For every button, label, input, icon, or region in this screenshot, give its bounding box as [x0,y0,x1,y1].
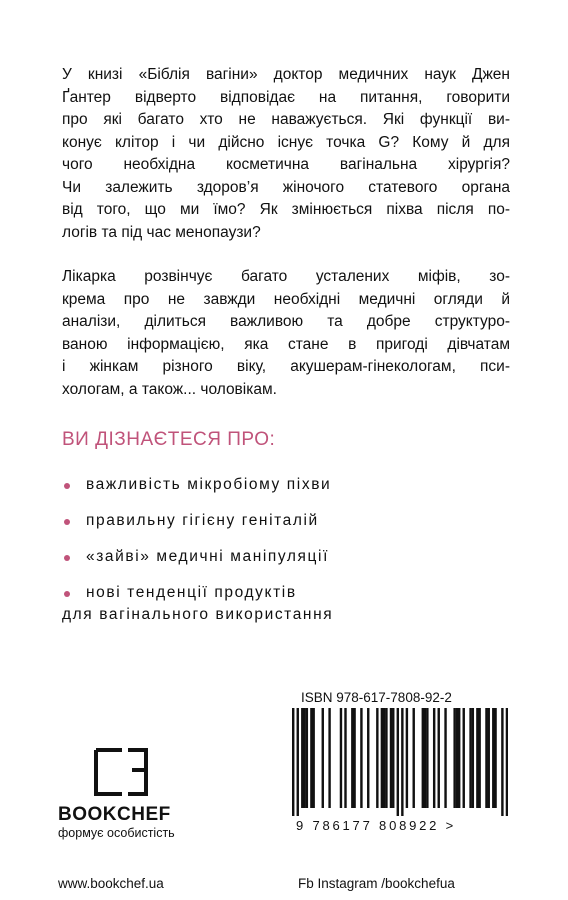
list-item [62,546,333,568]
barcode-digits: 9 786177 808922 > [296,818,457,833]
barcode-bar [488,708,490,808]
barcode-bar [501,708,503,816]
barcode-bar [424,708,426,808]
barcode-bar [292,708,294,816]
text-line: крема про не завжди необхідні медичні огляди й [62,290,510,308]
barcode-bar [397,708,399,816]
list-item-text-continued: для вагінального використання [62,606,334,623]
publisher-slogan: формує особистість [58,826,175,840]
bullet-dot-icon [64,555,70,561]
barcode-bar [385,708,387,808]
barcode-bar [381,708,383,808]
bullet-dot-icon [64,519,70,525]
text-line: чого необхідна косметична вагінальна хірургія? [62,156,510,173]
text-line: конує клітор і чи дійсно існує точка G? Кому й для [62,133,510,151]
barcode-bar [406,708,408,808]
text-line: від того, що ми їмо? Як змінюється піхва після по- [62,201,510,218]
barcode-bar [426,708,428,808]
barcode-bar [303,708,305,808]
publisher-logo [58,748,188,840]
bullet-dot-icon [64,591,70,597]
text-line: і жінкам різного віку, акушерам-гінекологам, пси- [62,358,510,375]
barcode-bar [344,708,346,808]
list-item-text: важливість мікробіому піхви [86,476,332,493]
barcode-bar [463,708,465,808]
website-link[interactable]: www.bookchef.ua [58,876,164,891]
text-line: про які багато хто не наважується. Які функції ви- [62,111,510,128]
barcode-bar [328,708,330,808]
barcode-bar [444,708,446,808]
text-line: Лікарка розвінчує багато усталених міфів, зо- [62,268,510,285]
barcode-bar [453,708,455,808]
barcode-bar [376,708,378,808]
topics-list [62,474,333,640]
barcode-bar [472,708,474,808]
social-links[interactable]: Fb Instagram /bookchefua [298,876,455,891]
description-paragraph-2 [62,266,510,401]
text-line: логів та під час менопаузи? [62,223,261,241]
barcode-bar [367,708,369,808]
list-item [62,474,333,496]
text-line: У книзі «Біблія вагіни» доктор медичних наук Джен [62,66,510,83]
barcode-bar [478,708,480,808]
barcode-bar [476,708,478,808]
barcode-bar [392,708,394,808]
barcode-bar [413,708,415,808]
barcode-bar [340,708,342,808]
list-item-text: «зайві» медичні маніпуляції [86,548,329,565]
barcode-bar [360,708,362,808]
list-item [62,510,333,532]
barcode-bar [506,708,508,816]
text-line: ваною інформацією, яка стане в пригоді дівчатам [62,335,510,353]
barcode-bar [433,708,435,808]
list-item-text: нові тенденції продуктів [86,584,297,601]
barcode-bar [297,708,299,816]
section-heading: ВИ ДІЗНАЄТЕСЯ ПРО: [62,429,276,450]
isbn-label: ISBN 978-617-7808-92-2 [301,690,452,705]
barcode-bar [301,708,303,808]
bullet-dot-icon [64,483,70,489]
barcode-bar [306,708,308,808]
text-line: аналізи, ділиться важливою та добре структуро- [62,313,510,330]
list-item-text: правильну гігієну геніталій [86,512,319,529]
description-paragraph-1 [62,64,510,244]
barcode-bar [353,708,355,808]
barcode-bar [310,708,312,808]
bookchef-logo-icon [92,748,154,796]
list-item [62,582,333,626]
text-line: Ґантер відверто відповідає на питання, говорити [62,88,510,106]
barcode-bar [312,708,314,808]
text-line: хологам, а також... чоловікам. [62,380,277,398]
text-line: Чи залежить здоров’я жіночого статевого органа [62,178,510,196]
barcode-bar [351,708,353,808]
barcode-bar [322,708,324,808]
barcode-bar [469,708,471,808]
barcode-bar [383,708,385,808]
barcode-bar [456,708,458,808]
barcode-bar [485,708,487,808]
barcode-bar [390,708,392,808]
barcode-bar [401,708,403,816]
barcode [292,708,508,816]
barcode-bar [422,708,424,808]
barcode-bar [494,708,496,808]
barcode-bar [458,708,460,808]
barcode-bar [438,708,440,808]
publisher-name: BOOKCHEF [58,804,171,825]
barcode-bar [492,708,494,808]
